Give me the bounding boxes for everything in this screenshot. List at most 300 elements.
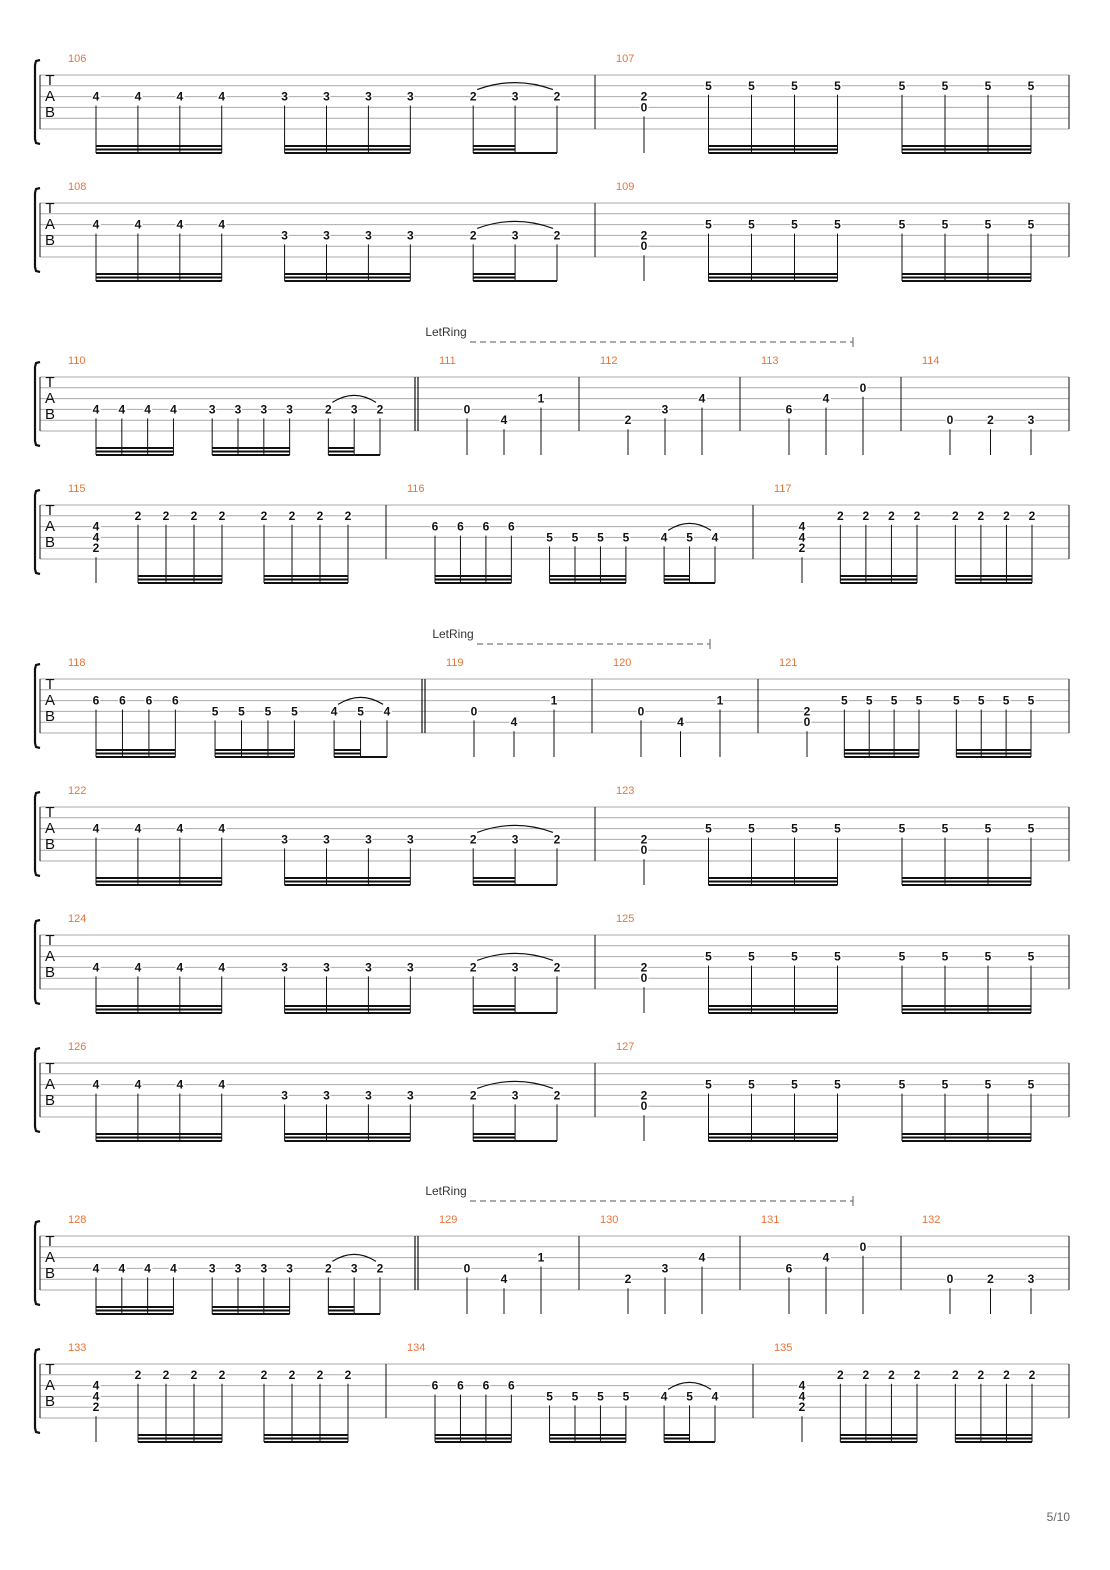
- fret-number: 2: [977, 1367, 985, 1382]
- fret-number: 4: [822, 391, 830, 406]
- fret-number: 5: [791, 217, 798, 232]
- fret-number: 5: [984, 1077, 992, 1092]
- fret-number: 5: [984, 217, 992, 232]
- tab-system: [35, 483, 1069, 583]
- fret-number: 1: [537, 391, 545, 406]
- fret-number: 4: [134, 217, 142, 232]
- fret-number: 2: [640, 89, 648, 104]
- fret-number: 3: [406, 1088, 414, 1103]
- tab-clef-letter: B: [44, 406, 56, 423]
- fret-number: 5: [705, 217, 712, 232]
- fret-number: 4: [134, 821, 142, 836]
- fret-number: 2: [640, 1088, 648, 1103]
- fret-number: 4: [660, 1389, 668, 1404]
- fret-number: 5: [977, 693, 985, 708]
- measure-number: 135: [774, 1342, 793, 1354]
- system-bracket: [35, 1221, 40, 1305]
- measure-number: 108: [68, 181, 87, 193]
- fret-number: 5: [571, 1389, 579, 1404]
- fret-number: 2: [1003, 1367, 1010, 1382]
- fret-number: 5: [834, 949, 841, 964]
- fret-number: 2: [553, 960, 561, 975]
- fret-number: 6: [431, 519, 439, 534]
- fret-number: 4: [660, 530, 668, 545]
- system-bracket: [35, 920, 40, 1004]
- fret-number: 0: [470, 704, 478, 719]
- fret-number: 4: [798, 1378, 806, 1393]
- fret-number: 4: [218, 89, 226, 104]
- tab-clef-letter: A: [44, 948, 56, 965]
- fret-number: 4: [92, 821, 100, 836]
- fret-number: 6: [92, 693, 100, 708]
- tab-system: [35, 785, 1069, 885]
- fret-number: 5: [1027, 821, 1035, 836]
- system-bracket: [35, 188, 40, 272]
- fret-number: 5: [1027, 693, 1035, 708]
- fret-number: 5: [686, 1389, 693, 1404]
- tab-clef-letter: T: [45, 1233, 55, 1250]
- fret-number: 6: [457, 519, 464, 534]
- system-bracket: [35, 664, 40, 748]
- measure-number: 111: [439, 355, 456, 367]
- fret-number: 0: [640, 100, 648, 115]
- fret-number: 2: [624, 413, 632, 428]
- fret-number: 2: [977, 508, 985, 523]
- tab-clef-letter: B: [44, 232, 56, 249]
- fret-number: 3: [260, 402, 268, 417]
- fret-number: 2: [344, 508, 352, 523]
- tab-clef-letter: T: [45, 200, 55, 217]
- fret-number: 0: [859, 1239, 867, 1254]
- fret-number: 3: [365, 89, 372, 104]
- fret-number: 5: [865, 693, 873, 708]
- fret-number: 5: [546, 530, 553, 545]
- fret-number: 2: [1028, 1367, 1036, 1382]
- fret-number: 3: [1027, 413, 1035, 428]
- fret-number: 3: [350, 1261, 358, 1276]
- fret-number: 2: [987, 413, 994, 428]
- fret-number: 2: [836, 508, 844, 523]
- fret-number: 2: [1003, 508, 1010, 523]
- fret-number: 5: [264, 704, 272, 719]
- fret-number: 3: [260, 1261, 268, 1276]
- measure-number: 119: [446, 657, 464, 669]
- fret-number: 5: [984, 78, 992, 93]
- measure-number: 116: [407, 483, 425, 495]
- fret-number: 2: [798, 1400, 806, 1415]
- fret-number: 5: [941, 949, 949, 964]
- fret-number: 6: [119, 693, 126, 708]
- fret-number: 2: [260, 1367, 268, 1382]
- fret-number: 5: [748, 1077, 755, 1092]
- fret-number: 4: [698, 391, 706, 406]
- fret-number: 4: [822, 1250, 830, 1265]
- fret-number: 2: [798, 541, 806, 556]
- fret-number: 3: [286, 402, 293, 417]
- fret-number: 5: [898, 821, 906, 836]
- fret-number: 3: [208, 1261, 216, 1276]
- measure-number: 130: [600, 1214, 619, 1226]
- fret-number: 3: [406, 228, 414, 243]
- fret-number: 4: [383, 704, 391, 719]
- measure-number: 110: [68, 355, 86, 367]
- fret-number: 3: [323, 960, 330, 975]
- fret-number: 4: [92, 89, 100, 104]
- fret-number: 5: [898, 949, 906, 964]
- fret-number: 5: [840, 693, 848, 708]
- fret-number: 0: [640, 1099, 648, 1114]
- fret-number: 5: [686, 530, 693, 545]
- fret-number: 2: [288, 508, 296, 523]
- measure-number: 134: [407, 1342, 426, 1354]
- measure-number: 112: [600, 355, 618, 367]
- fret-number: 1: [537, 1250, 545, 1265]
- fret-number: 6: [785, 402, 793, 417]
- fret-number: 5: [748, 949, 755, 964]
- fret-number: 3: [350, 402, 358, 417]
- fret-number: 3: [323, 228, 330, 243]
- fret-number: 5: [748, 217, 755, 232]
- tab-clef-letter: B: [44, 534, 56, 551]
- page-number: 5/10: [1046, 1510, 1070, 1524]
- fret-number: 5: [546, 1389, 553, 1404]
- fret-number: 5: [952, 693, 960, 708]
- fret-number: 4: [176, 1077, 184, 1092]
- fret-number: 2: [92, 541, 100, 556]
- measure-number: 109: [616, 181, 635, 193]
- fret-number: 2: [376, 402, 384, 417]
- measure-number: 107: [616, 53, 635, 65]
- fret-number: 4: [218, 821, 226, 836]
- tab-clef-letter: A: [44, 692, 56, 709]
- fret-number: 6: [785, 1261, 793, 1276]
- fret-number: 2: [862, 1367, 870, 1382]
- tab-clef-letter: B: [44, 708, 56, 725]
- tab-clef-letter: A: [44, 1249, 56, 1266]
- fret-number: 4: [170, 402, 177, 417]
- fret-number: 2: [640, 228, 648, 243]
- fret-number: 4: [170, 1261, 177, 1276]
- fret-number: 4: [144, 402, 151, 417]
- tab-clef-letter: A: [44, 390, 56, 407]
- tab-clef-letter: T: [45, 932, 55, 949]
- fret-number: 5: [941, 821, 949, 836]
- tab-clef-letter: A: [44, 820, 56, 837]
- fret-number: 2: [162, 1367, 170, 1382]
- tab-clef-letter: T: [45, 804, 55, 821]
- fret-number: 2: [836, 1367, 844, 1382]
- fret-number: 5: [941, 1077, 949, 1092]
- fret-number: 5: [898, 217, 906, 232]
- fret-number: 4: [500, 413, 508, 428]
- fret-number: 2: [469, 960, 477, 975]
- measure-number: 125: [616, 913, 635, 925]
- fret-number: 3: [365, 832, 372, 847]
- system-bracket: [35, 792, 40, 876]
- fret-number: 2: [316, 1367, 324, 1382]
- measure-number: 131: [761, 1214, 780, 1226]
- fret-number: 4: [798, 519, 806, 534]
- fret-number: 1: [550, 693, 558, 708]
- fret-number: 0: [463, 1261, 471, 1276]
- fret-number: 5: [748, 78, 755, 93]
- measure-number: 129: [439, 1214, 458, 1226]
- fret-number: 3: [511, 228, 519, 243]
- fret-number: 5: [791, 78, 798, 93]
- fret-number: 3: [406, 960, 414, 975]
- tab-system: [35, 325, 1069, 455]
- measure-number: 106: [68, 53, 87, 65]
- fret-number: 0: [946, 413, 954, 428]
- fret-number: 4: [92, 960, 100, 975]
- fret-number: 5: [898, 1077, 906, 1092]
- fret-number: 2: [640, 960, 648, 975]
- fret-number: 5: [597, 1389, 604, 1404]
- fret-number: 6: [508, 1378, 515, 1393]
- tab-system: [35, 627, 1069, 757]
- fret-number: 4: [92, 402, 100, 417]
- fret-number: 2: [862, 508, 870, 523]
- system-bracket: [35, 1048, 40, 1132]
- tab-clef-letter: A: [44, 216, 56, 233]
- fret-number: 2: [190, 508, 198, 523]
- fret-number: 2: [190, 1367, 198, 1382]
- measure-number: 123: [616, 785, 635, 797]
- fret-number: 3: [281, 1088, 288, 1103]
- fret-number: 4: [698, 1250, 706, 1265]
- tab-system: [35, 1041, 1069, 1141]
- tab-clef-letter: A: [44, 88, 56, 105]
- system-bracket: [35, 60, 40, 144]
- fret-number: 5: [1027, 1077, 1035, 1092]
- fret-number: 5: [791, 821, 798, 836]
- fret-number: 5: [291, 704, 298, 719]
- fret-number: 0: [640, 239, 648, 254]
- fret-number: 5: [622, 1389, 630, 1404]
- let-ring-label: LetRing: [425, 325, 467, 339]
- measure-number: 113: [761, 355, 779, 367]
- fret-number: 4: [218, 217, 226, 232]
- fret-number: 0: [803, 715, 811, 730]
- fret-number: 2: [376, 1261, 384, 1276]
- fret-number: 6: [145, 693, 153, 708]
- tab-system: [35, 913, 1069, 1013]
- fret-number: 3: [286, 1261, 293, 1276]
- system-bracket: [35, 1349, 40, 1433]
- fret-number: 5: [941, 217, 949, 232]
- fret-number: 2: [624, 1272, 632, 1287]
- fret-number: 5: [571, 530, 579, 545]
- tab-clef-letter: B: [44, 1265, 56, 1282]
- fret-number: 4: [218, 1077, 226, 1092]
- fret-number: 2: [987, 1272, 994, 1287]
- tab-system: [35, 1342, 1069, 1442]
- fret-number: 2: [469, 89, 477, 104]
- measure-number: 122: [68, 785, 87, 797]
- fret-number: 2: [218, 508, 226, 523]
- fret-number: 2: [951, 508, 959, 523]
- fret-number: 4: [176, 960, 184, 975]
- fret-number: 4: [176, 217, 184, 232]
- fret-number: 2: [640, 832, 648, 847]
- fret-number: 6: [508, 519, 515, 534]
- fret-number: 3: [323, 1088, 330, 1103]
- tab-clef-letter: B: [44, 1393, 56, 1410]
- fret-number: 4: [176, 821, 184, 836]
- fret-number: 0: [637, 704, 645, 719]
- fret-number: 2: [888, 1367, 895, 1382]
- measure-number: 124: [68, 913, 87, 925]
- fret-number: 2: [888, 508, 895, 523]
- system-bracket: [35, 490, 40, 574]
- fret-number: 2: [553, 832, 561, 847]
- fret-number: 4: [92, 1261, 100, 1276]
- tab-clef-letter: A: [44, 518, 56, 535]
- fret-number: 2: [1028, 508, 1036, 523]
- fret-number: 4: [92, 217, 100, 232]
- tab-clef-letter: B: [44, 836, 56, 853]
- fret-number: 2: [951, 1367, 959, 1382]
- fret-number: 1: [716, 693, 724, 708]
- fret-number: 2: [316, 508, 324, 523]
- fret-number: 0: [946, 1272, 954, 1287]
- fret-number: 3: [1027, 1272, 1035, 1287]
- fret-number: 3: [323, 89, 330, 104]
- fret-number: 4: [92, 1389, 100, 1404]
- fret-number: 3: [661, 1261, 669, 1276]
- measure-number: 127: [616, 1041, 635, 1053]
- fret-number: 2: [469, 832, 477, 847]
- tab-system: [35, 1184, 1069, 1314]
- measure-number: 133: [68, 1342, 87, 1354]
- tab-clef-letter: T: [45, 374, 55, 391]
- fret-number: 4: [677, 715, 684, 730]
- fret-number: 2: [134, 1367, 142, 1382]
- measure-number: 120: [613, 657, 632, 669]
- fret-number: 5: [705, 949, 712, 964]
- fret-number: 5: [941, 78, 949, 93]
- fret-number: 4: [134, 1077, 142, 1092]
- fret-number: 2: [260, 508, 268, 523]
- fret-number: 6: [457, 1378, 464, 1393]
- fret-number: 5: [834, 821, 841, 836]
- fret-number: 6: [431, 1378, 439, 1393]
- fret-number: 5: [1027, 217, 1035, 232]
- tab-system: [35, 181, 1069, 281]
- fret-number: 2: [469, 1088, 477, 1103]
- tab-clef-letter: B: [44, 104, 56, 121]
- fret-number: 5: [834, 217, 841, 232]
- fret-number: 4: [510, 715, 518, 730]
- measure-number: 128: [68, 1214, 87, 1226]
- tab-clef-letter: T: [45, 1361, 55, 1378]
- fret-number: 4: [92, 530, 100, 545]
- fret-number: 5: [1027, 78, 1035, 93]
- fret-number: 4: [711, 530, 719, 545]
- fret-number: 5: [898, 78, 906, 93]
- fret-number: 3: [511, 89, 519, 104]
- fret-number: 2: [162, 508, 170, 523]
- fret-number: 5: [984, 949, 992, 964]
- tab-clef-letter: B: [44, 964, 56, 981]
- fret-number: 4: [330, 704, 338, 719]
- fret-number: 5: [622, 530, 630, 545]
- fret-number: 2: [553, 228, 561, 243]
- fret-number: 5: [357, 704, 364, 719]
- measure-number: 118: [68, 657, 86, 669]
- fret-number: 5: [597, 530, 604, 545]
- fret-number: 5: [791, 949, 798, 964]
- fret-number: 5: [1002, 693, 1010, 708]
- fret-number: 5: [705, 821, 712, 836]
- tab-clef-letter: T: [45, 502, 55, 519]
- fret-number: 3: [234, 1261, 242, 1276]
- fret-number: 3: [365, 1088, 372, 1103]
- fret-number: 3: [661, 402, 669, 417]
- tab-clef-letter: T: [45, 72, 55, 89]
- fret-number: 3: [406, 89, 414, 104]
- fret-number: 4: [134, 89, 142, 104]
- fret-number: 3: [511, 960, 519, 975]
- fret-number: 3: [281, 960, 288, 975]
- fret-number: 4: [798, 530, 806, 545]
- fret-number: 4: [134, 960, 142, 975]
- fret-number: 3: [511, 832, 519, 847]
- fret-number: 0: [640, 843, 648, 858]
- fret-number: 2: [344, 1367, 352, 1382]
- fret-number: 4: [176, 89, 184, 104]
- fret-number: 5: [791, 1077, 798, 1092]
- fret-number: 0: [859, 380, 867, 395]
- fret-number: 2: [913, 1367, 921, 1382]
- fret-number: 4: [92, 1077, 100, 1092]
- fret-number: 4: [798, 1389, 806, 1404]
- fret-number: 4: [118, 402, 126, 417]
- fret-number: 6: [482, 1378, 490, 1393]
- fret-number: 3: [234, 402, 242, 417]
- fret-number: 5: [705, 78, 712, 93]
- fret-number: 4: [144, 1261, 151, 1276]
- tab-clef-letter: B: [44, 1092, 56, 1109]
- fret-number: 5: [834, 78, 841, 93]
- fret-number: 2: [92, 1400, 100, 1415]
- measure-number: 132: [922, 1214, 941, 1226]
- fret-number: 2: [469, 228, 477, 243]
- fret-number: 5: [834, 1077, 841, 1092]
- fret-number: 3: [323, 832, 330, 847]
- fret-number: 3: [281, 89, 288, 104]
- fret-number: 4: [500, 1272, 508, 1287]
- system-bracket: [35, 362, 40, 446]
- fret-number: 2: [325, 402, 332, 417]
- fret-number: 3: [365, 960, 372, 975]
- fret-number: 0: [640, 971, 648, 986]
- fret-number: 3: [281, 228, 288, 243]
- fret-number: 2: [134, 508, 142, 523]
- fret-number: 5: [915, 693, 923, 708]
- fret-number: 6: [482, 519, 490, 534]
- tab-clef-letter: A: [44, 1076, 56, 1093]
- fret-number: 4: [218, 960, 226, 975]
- fret-number: 3: [281, 832, 288, 847]
- fret-number: 3: [365, 228, 372, 243]
- fret-number: 0: [463, 402, 471, 417]
- measure-number: 117: [774, 483, 792, 495]
- fret-number: 5: [984, 821, 992, 836]
- fret-number: 4: [711, 1389, 719, 1404]
- tab-clef-letter: A: [44, 1377, 56, 1394]
- fret-number: 5: [705, 1077, 712, 1092]
